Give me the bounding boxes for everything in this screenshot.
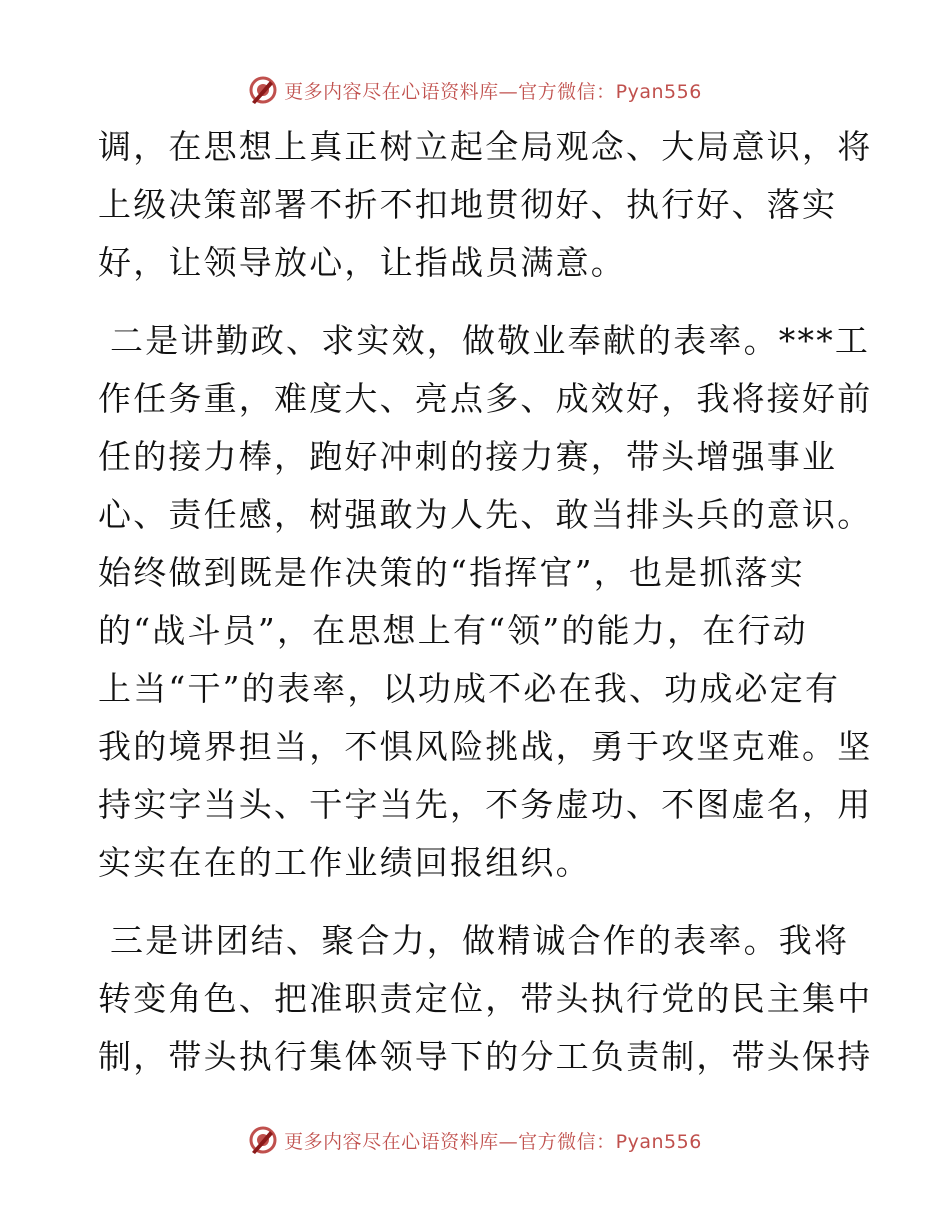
pen-circle-icon xyxy=(248,1125,278,1155)
text-line: 任的接力棒，跑好冲刺的接力赛，带头增强事业 xyxy=(98,437,838,476)
banner-text: 更多内容尽在心语资料库—官方微信：Pyan556 xyxy=(284,1130,702,1153)
text-line: 心、责任感，树强敢为人先、敢当排头兵的意识。 xyxy=(98,495,873,534)
header-banner xyxy=(0,70,950,110)
banner-text: 更多内容尽在心语资料库—官方微信：Pyan556 xyxy=(284,80,702,103)
text-line: 实实在在的工作业绩回报组织。 xyxy=(98,843,591,882)
text-line: 的“战斗员”，在思想上有“领”的能力，在行动 xyxy=(98,611,808,650)
text-line: 调，在思想上真正树立起全局观念、大局意识，将 xyxy=(98,127,873,166)
wechat-id: Pyan556 xyxy=(615,80,702,103)
text-line: 制，带头执行集体领导下的分工负责制，带头保持 xyxy=(98,1037,873,1076)
document-body xyxy=(98,118,873,1086)
text-line: 好，让领导放心，让指战员满意。 xyxy=(98,243,626,282)
paragraph-1 xyxy=(98,118,873,292)
text-line: 始终做到既是作决策的“指挥官”，也是抓落实 xyxy=(98,553,805,592)
text-line: 三是讲团结、聚合力，做精诚合作的表率。我将 xyxy=(110,921,850,960)
text-line: 作任务重，难度大、亮点多、成效好，我将接好前 xyxy=(98,379,873,418)
text-line: 二是讲勤政、求实效，做敬业奉献的表率。***工 xyxy=(110,321,871,360)
paragraph-2 xyxy=(98,312,873,892)
text-line: 转变角色、把准职责定位，带头执行党的民主集中 xyxy=(98,979,873,1018)
paragraph-3 xyxy=(98,912,873,1086)
pen-circle-icon xyxy=(248,75,278,105)
text-line: 持实字当头、干字当先，不务虚功、不图虚名，用 xyxy=(98,785,873,824)
text-line: 上级决策部署不折不扣地贯彻好、执行好、落实 xyxy=(98,185,838,224)
text-line: 上当“干”的表率，以功成不必在我、功成必定有 xyxy=(98,669,841,708)
footer-banner xyxy=(0,1120,950,1160)
text-line: 我的境界担当，不惧风险挑战，勇于攻坚克难。坚 xyxy=(98,727,873,766)
wechat-id: Pyan556 xyxy=(615,1130,702,1153)
